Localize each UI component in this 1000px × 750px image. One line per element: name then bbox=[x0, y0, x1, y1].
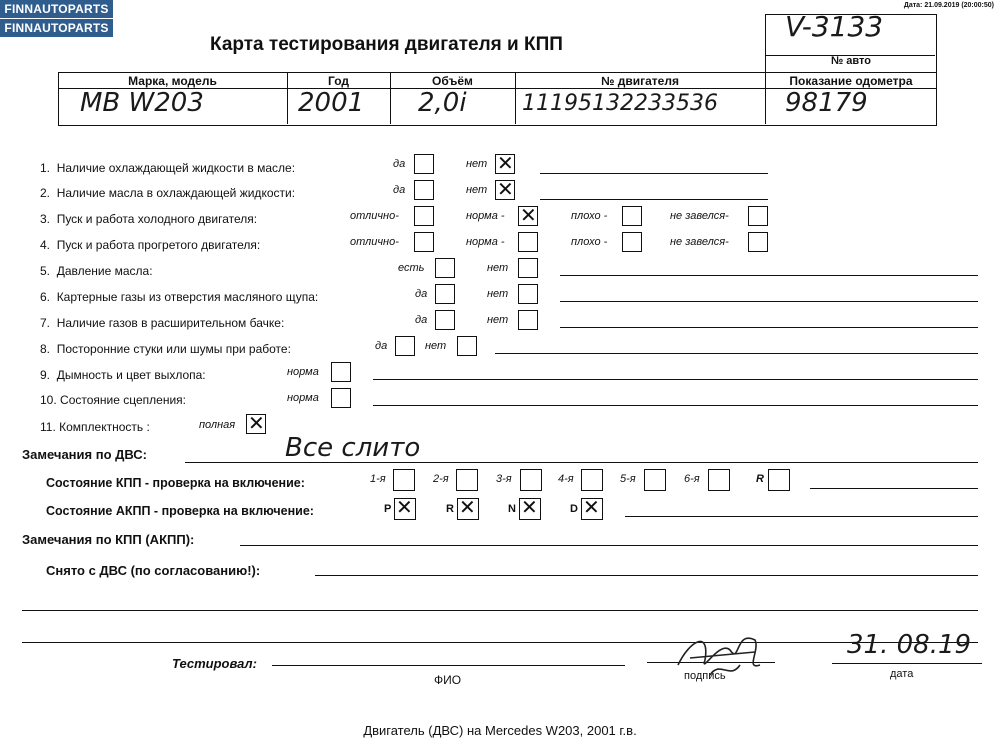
item-5-line bbox=[560, 275, 978, 276]
manual-gearbox-line bbox=[810, 488, 978, 489]
col-header-make: Марка, модель bbox=[128, 74, 217, 88]
item-4-opt-bad: плохо - bbox=[571, 236, 608, 248]
tested-by-label: Тестировал: bbox=[172, 656, 257, 671]
gearbox-remarks-line bbox=[240, 545, 978, 546]
item-7-yes-checkbox[interactable] bbox=[435, 310, 455, 330]
col-header-engine-no: № двигателя bbox=[601, 74, 679, 88]
item-4-no-start-checkbox[interactable] bbox=[748, 232, 768, 252]
gear-3-checkbox[interactable] bbox=[520, 469, 542, 491]
item-1-no-checkbox[interactable] bbox=[495, 154, 515, 174]
item-5-opt-no: нет bbox=[487, 262, 509, 274]
col-header-volume: Объём bbox=[432, 74, 473, 88]
item-1-yes-checkbox[interactable] bbox=[414, 154, 434, 174]
logo-top: FINNAUTOPARTS bbox=[0, 0, 113, 18]
item-8-line bbox=[495, 353, 978, 354]
signature-label: подпись bbox=[684, 670, 726, 682]
item-2-opt-yes: да bbox=[393, 184, 406, 196]
item-10-line bbox=[373, 405, 978, 406]
item-7: 7. Наличие газов в расширительном бачке: bbox=[40, 316, 285, 330]
gearbox-remarks-label: Замечания по КПП (АКПП): bbox=[22, 532, 195, 547]
blank-line-2 bbox=[22, 642, 978, 643]
item-10-opt-normal: норма bbox=[287, 392, 319, 404]
removed-line bbox=[315, 575, 978, 576]
item-5-opt-yes: есть bbox=[398, 262, 425, 274]
gear-r-label: R bbox=[756, 473, 764, 485]
date-line bbox=[832, 663, 982, 664]
item-4: 4. Пуск и работа прогретого двигателя: bbox=[40, 238, 261, 252]
gear-4-checkbox[interactable] bbox=[581, 469, 603, 491]
item-5-no-checkbox[interactable] bbox=[518, 258, 538, 278]
item-4-bad-checkbox[interactable] bbox=[622, 232, 642, 252]
gear-6-label: 6-я bbox=[684, 473, 700, 485]
item-7-line bbox=[560, 327, 978, 328]
item-3-opt-normal: норма - bbox=[466, 210, 505, 222]
item-11-full-checkbox[interactable] bbox=[246, 414, 266, 434]
item-2: 2. Наличие масла в охлаждающей жидкости: bbox=[40, 186, 296, 200]
item-10: 10. Состояние сцепления: bbox=[40, 393, 186, 407]
item-6-opt-no: нет bbox=[487, 288, 509, 300]
item-10-normal-checkbox[interactable] bbox=[331, 388, 351, 408]
item-4-normal-checkbox[interactable] bbox=[518, 232, 538, 252]
item-1-opt-no: нет bbox=[466, 158, 488, 170]
auto-n-label: N bbox=[508, 503, 516, 515]
item-9-opt-normal: норма bbox=[287, 366, 319, 378]
engine-remarks-label: Замечания по ДВС: bbox=[22, 447, 147, 462]
auto-d-checkbox[interactable] bbox=[581, 498, 603, 520]
removed-label: Снято с ДВС (по согласованию!): bbox=[46, 563, 261, 578]
manual-gearbox-label: Состояние КПП - проверка на включение: bbox=[46, 476, 305, 490]
fio-label: ФИО bbox=[434, 673, 462, 687]
gear-6-checkbox[interactable] bbox=[708, 469, 730, 491]
item-9: 9. Дымность и цвет выхлопа: bbox=[40, 368, 206, 382]
item-1-line bbox=[540, 173, 768, 174]
item-4-opt-no-start: не завелся- bbox=[670, 236, 729, 248]
col-header-odometer: Показание одометра bbox=[789, 74, 913, 88]
page-title: Карта тестирования двигателя и КПП bbox=[210, 34, 563, 55]
gear-2-label: 2-я bbox=[433, 473, 449, 485]
engine-remarks-line bbox=[185, 462, 978, 463]
item-9-line bbox=[373, 379, 978, 380]
car-number-label: № авто bbox=[830, 55, 871, 67]
signature-scribble bbox=[660, 620, 780, 690]
car-number-value: V-3133 bbox=[785, 10, 884, 43]
item-6-yes-checkbox[interactable] bbox=[435, 284, 455, 304]
item-3-opt-excellent: отлично- bbox=[350, 210, 399, 222]
auto-gearbox-line bbox=[625, 516, 978, 517]
item-4-excellent-checkbox[interactable] bbox=[414, 232, 434, 252]
value-make: MB W203 bbox=[80, 88, 204, 118]
value-odometer: 98179 bbox=[785, 88, 868, 118]
item-8-opt-no: нет bbox=[425, 340, 447, 352]
col-header-year: Год bbox=[328, 74, 349, 88]
gear-r-checkbox[interactable] bbox=[768, 469, 790, 491]
item-11: 11. Комплектность : bbox=[40, 420, 150, 434]
item-2-opt-no: нет bbox=[466, 184, 488, 196]
item-3-bad-checkbox[interactable] bbox=[622, 206, 642, 226]
item-8: 8. Посторонние стуки или шумы при работе: bbox=[40, 342, 291, 356]
gear-2-checkbox[interactable] bbox=[456, 469, 478, 491]
item-2-line bbox=[540, 199, 768, 200]
value-volume: 2,0i bbox=[418, 88, 467, 118]
date-stamp: Дата: 21.09.2019 (20:00:50) bbox=[903, 2, 994, 9]
item-6-no-checkbox[interactable] bbox=[518, 284, 538, 304]
image-caption: Двигатель (ДВС) на Mercedes W203, 2001 г.в. bbox=[363, 723, 637, 738]
item-7-opt-no: нет bbox=[487, 314, 509, 326]
item-9-normal-checkbox[interactable] bbox=[331, 362, 351, 382]
item-8-no-checkbox[interactable] bbox=[457, 336, 477, 356]
item-4-opt-normal: норма - bbox=[466, 236, 505, 248]
logo-bottom: FINNAUTOPARTS bbox=[0, 19, 113, 37]
gear-1-label: 1-я bbox=[370, 473, 386, 485]
date-label: дата bbox=[890, 668, 914, 680]
item-3-normal-checkbox[interactable] bbox=[518, 206, 538, 226]
engine-remarks-value: Все слито bbox=[285, 433, 421, 463]
value-year: 2001 bbox=[298, 88, 365, 118]
auto-gearbox-label: Состояние АКПП - проверка на включение: bbox=[46, 504, 314, 518]
value-engine-no: 11195132233536 bbox=[522, 91, 718, 116]
item-6: 6. Картерные газы из отверстия масляного щупа: bbox=[40, 290, 319, 304]
item-4-opt-excellent: отлично- bbox=[350, 236, 399, 248]
item-3: 3. Пуск и работа холодного двигателя: bbox=[40, 212, 258, 226]
gear-5-checkbox[interactable] bbox=[644, 469, 666, 491]
item-7-opt-yes: да bbox=[415, 314, 428, 326]
item-2-no-checkbox[interactable] bbox=[495, 180, 515, 200]
item-5-yes-checkbox[interactable] bbox=[435, 258, 455, 278]
gear-5-label: 5-я bbox=[620, 473, 636, 485]
gear-4-label: 4-я bbox=[558, 473, 574, 485]
item-1-opt-yes: да bbox=[393, 158, 406, 170]
auto-r-checkbox[interactable] bbox=[457, 498, 479, 520]
item-11-opt-full: полная bbox=[199, 419, 236, 431]
auto-n-checkbox[interactable] bbox=[519, 498, 541, 520]
item-6-opt-yes: да bbox=[415, 288, 428, 300]
auto-r-label: R bbox=[446, 503, 454, 515]
auto-p-label: P bbox=[384, 503, 392, 515]
item-6-line bbox=[560, 301, 978, 302]
item-8-opt-yes: да bbox=[375, 340, 388, 352]
item-2-yes-checkbox[interactable] bbox=[414, 180, 434, 200]
fio-line bbox=[272, 665, 625, 666]
item-3-no-start-checkbox[interactable] bbox=[748, 206, 768, 226]
item-3-opt-no-start: не завелся- bbox=[670, 210, 729, 222]
gear-1-checkbox[interactable] bbox=[393, 469, 415, 491]
gear-3-label: 3-я bbox=[496, 473, 512, 485]
item-1: 1. Наличие охлаждающей жидкости в масле: bbox=[40, 161, 296, 175]
auto-d-label: D bbox=[570, 503, 578, 515]
item-8-yes-checkbox[interactable] bbox=[395, 336, 415, 356]
test-date-value: 31. 08.19 bbox=[847, 630, 972, 660]
item-7-no-checkbox[interactable] bbox=[518, 310, 538, 330]
blank-line-1 bbox=[22, 610, 978, 611]
item-3-excellent-checkbox[interactable] bbox=[414, 206, 434, 226]
item-3-opt-bad: плохо - bbox=[571, 210, 608, 222]
item-5: 5. Давление масла: bbox=[40, 264, 153, 278]
auto-p-checkbox[interactable] bbox=[394, 498, 416, 520]
